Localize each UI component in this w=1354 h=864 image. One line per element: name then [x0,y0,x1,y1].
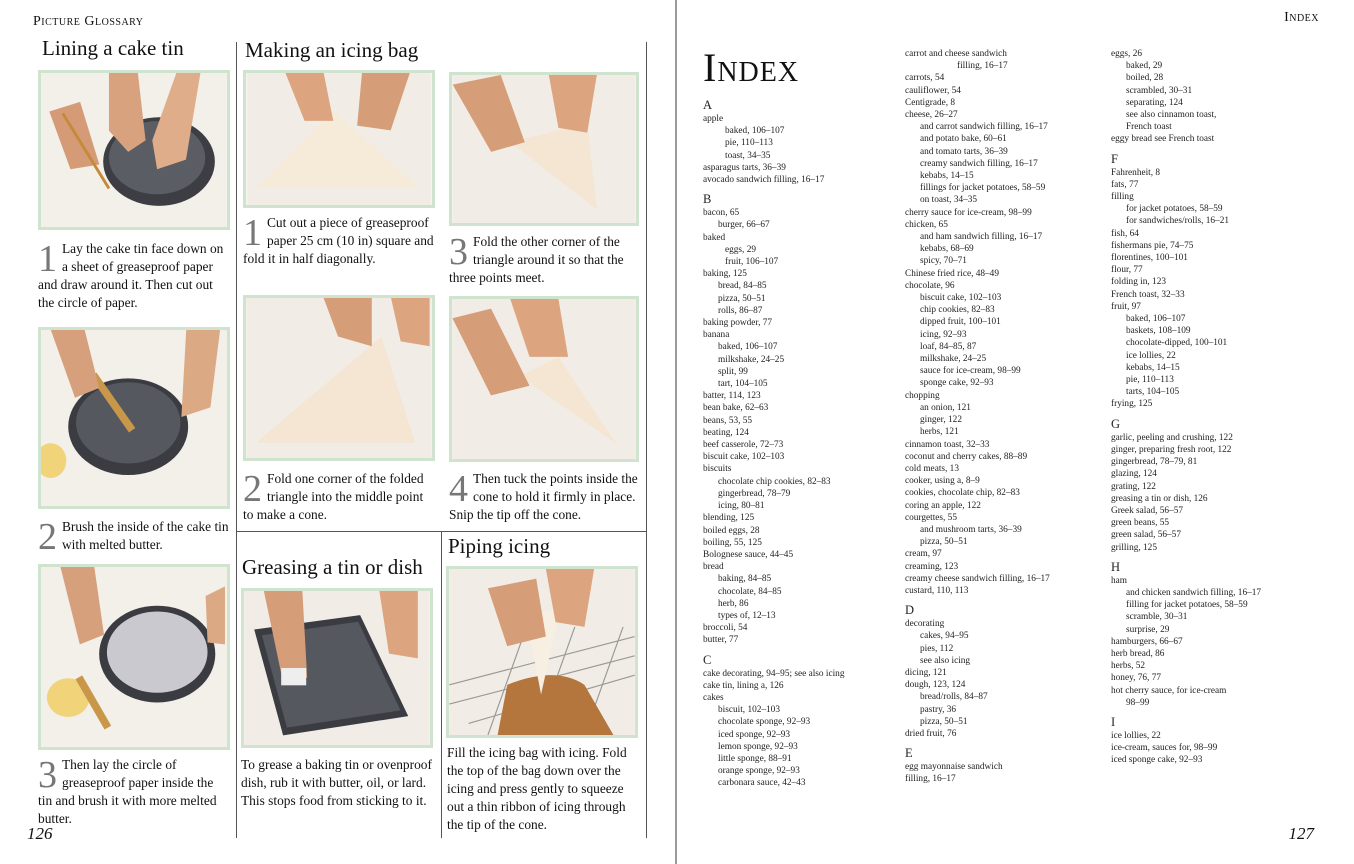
index-title: Index [703,45,800,90]
index-subentry: ice lollies, 22 [1126,350,1176,361]
index-subentry: baked, 106–107 [718,342,778,353]
index-entry: green salad, 56–57 [1111,530,1181,541]
photo-greasing-tin [241,588,433,748]
index-subentry: icing, 92–93 [920,329,967,340]
step-text: Fill the icing bag with icing. Fold the top of the bag down over the icing and press gently to squeeze out a thin ribbon of icing through the tip of the cone. [447,745,627,832]
index-subentry: and carrot sandwich filling, 16–17 [920,122,1048,133]
index-subentry: separating, 124 [1126,97,1183,108]
step-bag-1 [243,214,435,268]
index-entry: Bolognese sauce, 44–45 [703,549,794,560]
index-entry: creaming, 123 [905,561,959,572]
index-subentry: sponge cake, 92–93 [920,378,994,389]
index-subentry: cakes, 94–95 [920,631,969,642]
index-subentry: kebabs, 68–69 [920,244,974,255]
index-subentry: rolls, 86–87 [718,305,763,316]
step-text: Fold the other corner of the triangle around it so that the three points meet. [449,234,624,285]
section-title-lining: Lining a cake tin [42,36,184,60]
photo-fold-paper-illustration [246,73,432,205]
index-entry: batter, 114, 123 [703,391,761,402]
index-entry: Fahrenheit, 8 [1111,167,1161,178]
index-entry: fish, 64 [1111,228,1139,239]
photo-piping-icing [446,566,638,738]
index-subentry: chocolate, 84–85 [718,586,782,597]
index-entry: iced sponge cake, 92–93 [1111,755,1203,766]
index-subentry: chip cookies, 82–83 [920,305,995,316]
section-title-piping: Piping icing [448,534,551,558]
index-subentry: chocolate sponge, 92–93 [718,717,811,728]
index-entry: honey, 76, 77 [1111,673,1162,684]
index-letter-heading: I [1111,714,1116,729]
index-subentry: surprise, 29 [1126,624,1170,635]
photo-tin-on-paper-illustration [41,73,227,227]
page-number-left: 126 [27,824,53,843]
index-entry: banana [703,330,730,341]
step-number: 4 [449,468,468,510]
index-entry: dried fruit, 76 [905,728,957,739]
index-entry: fats, 77 [1111,179,1139,190]
index-entry: Greek salad, 56–57 [1111,505,1184,516]
index-entry: cakes [703,692,724,703]
index-subentry: and mushroom tarts, 36–39 [920,524,1022,535]
index-entry-continuation: filling, 16–17 [957,61,1008,72]
running-head-left: Picture Glossary [33,14,144,29]
index-subentry: icing, 80–81 [718,501,765,512]
index-subentry: biscuit cake, 102–103 [920,293,1002,304]
index-entry: French toast, 32–33 [1111,289,1185,300]
step-greasing [241,756,433,810]
index-entry: broccoli, 54 [703,623,748,634]
index-subentry: spicy, 70–71 [920,256,967,267]
index-letter-heading: E [905,746,913,761]
index-entry: fruit, 97 [1111,301,1141,312]
index-entry: cake tin, lining a, 126 [703,680,784,691]
photo-tuck-points [449,296,639,462]
index-entry: chocolate, 96 [905,280,955,291]
index-entry: chicken, 65 [905,219,948,230]
index-subentry: pie, 110–113 [1126,375,1174,386]
index-entry: bacon, 65 [703,208,740,219]
index-subentry: tart, 104–105 [718,379,768,390]
index-subentry: for jacket potatoes, 58–59 [1126,204,1223,215]
index-entry: bean bake, 62–63 [703,403,769,414]
index-subentry: lemon sponge, 92–93 [718,741,798,752]
index-subentry: eggs, 29 [725,244,756,255]
step-bag-2 [243,470,435,524]
left-page [0,0,675,864]
photo-fold-other-corner [449,72,639,226]
index-entry: chopping [905,390,940,401]
index-entry: coconut and cherry cakes, 88–89 [905,451,1028,462]
index-subentry: orange sponge, 92–93 [718,766,800,777]
index-entry: creamy cheese sandwich filling, 16–17 [905,573,1050,584]
index-subentry: split, 99 [718,366,748,377]
index-entry: filling [1111,192,1134,203]
index-entry: boiled eggs, 28 [703,525,760,536]
section-rule-vertical [441,531,442,838]
index-entry: cream, 97 [905,549,942,560]
running-head-right: Index [1284,10,1319,25]
step-bag-3 [449,233,641,287]
index-entry: carrots, 54 [905,73,945,84]
index-subentry: fillings for jacket potatoes, 58–59 [920,183,1046,194]
index-subentry: burger, 66–67 [718,220,770,231]
index-entry: ice lollies, 22 [1111,730,1161,741]
photo-piping-icing-illustration [449,569,635,735]
step-lining-3 [38,756,230,828]
right-page [677,0,1354,864]
photo-fold-corner-illustration [246,298,432,458]
index-letter-heading: G [1111,416,1121,431]
index-entry: greasing a tin or dish, 126 [1111,493,1208,504]
index-subentry: baked, 106–107 [725,126,785,137]
index-entry: filling, 16–17 [905,774,956,785]
index-subentry: chocolate chip cookies, 82–83 [718,476,831,487]
index-entry: beef casserole, 72–73 [703,440,784,451]
index-subentry: ginger, 122 [920,415,962,426]
index-subentry: tarts, 104–105 [1126,387,1180,398]
photo-tuck-points-illustration [452,299,636,459]
index-subentry: toast, 34–35 [725,150,771,161]
index-subentry: baking, 84–85 [718,574,772,585]
photo-fold-other-corner-illustration [452,75,636,223]
index-entry: beans, 53, 55 [703,415,753,426]
step-number: 1 [243,212,262,254]
index-subentry: pastry, 36 [920,704,957,715]
index-subentry: sauce for ice-cream, 98–99 [920,366,1021,377]
index-entry: baked [703,232,726,243]
step-number: 3 [449,231,468,273]
index-letter-heading: A [703,98,713,112]
index-entry: cooker, using a, 8–9 [905,476,980,487]
step-lining-2 [38,516,230,558]
index-subentry: and tomato tarts, 36–39 [920,146,1008,157]
step-text: Then tuck the points inside the cone to hold it firmly in place. Snip the tip off the cone. [449,471,638,522]
index-subentry: bread, 84–85 [718,281,767,292]
index-entry: ham [1111,575,1128,586]
section-title-icing-bag: Making an icing bag [245,38,419,62]
index-entry: dicing, 121 [905,667,947,678]
index-subentry: 98–99 [1126,697,1150,708]
index-entry: hamburgers, 66–67 [1111,636,1183,647]
index-entry: apple [703,114,724,124]
index-letter-heading: F [1111,151,1118,166]
step-number: 1 [38,238,57,280]
index-entry: boiling, 55, 125 [703,537,762,548]
index-entry: florentines, 100–101 [1111,253,1188,264]
index-entry: garlic, peeling and crushing, 122 [1111,432,1233,443]
index-subentry: pies, 112 [920,643,954,654]
index-entry: biscuit cake, 102–103 [703,452,785,463]
index-subentry: iced sponge, 92–93 [718,729,791,740]
index-subentry: chocolate-dipped, 100–101 [1126,338,1228,349]
index-entry: asparagus tarts, 36–39 [703,162,786,173]
index-subentry: an onion, 121 [920,402,971,413]
step-text: Then lay the circle of greaseproof paper inside the tin and brush it with more melted butter. [38,757,217,826]
index-subentry: boiled, 28 [1126,73,1164,84]
index-subentry: types of, 12–13 [718,610,776,621]
index-subentry: scrambled, 30–31 [1126,85,1193,96]
index-subentry: milkshake, 24–25 [920,354,987,365]
index-subentry: herb, 86 [718,598,749,609]
index-entry: folding in, 123 [1111,277,1167,288]
step-lining-1 [38,240,230,312]
index-entry: beating, 124 [703,427,749,438]
index-entry: ice-cream, sauces for, 98–99 [1111,743,1218,754]
index-subentry: scramble, 30–31 [1126,612,1188,623]
photo-paper-in-tin-illustration [41,567,227,747]
index-subentry: loaf, 84–85, 87 [920,341,977,352]
index-entry: cauliflower, 54 [905,85,961,96]
index-subentry: pizza, 50–51 [718,293,766,304]
index-subentry: bread/rolls, 84–87 [920,692,988,703]
index-subentry: milkshake, 24–25 [718,354,785,365]
step-text: Brush the inside of the cake tin with melted butter. [62,519,229,552]
index-subentry: herbs, 121 [920,427,959,438]
photo-fold-corner [243,295,435,461]
section-title-greasing: Greasing a tin or dish [242,555,423,579]
photo-brushing-tin-illustration [41,330,227,506]
index-subentry: see also cinnamon toast, [1126,110,1217,121]
index-entry: Chinese fried rice, 48–49 [905,268,999,279]
index-subentry: see also icing [920,655,971,666]
index-entry: coring an apple, 122 [905,500,981,511]
photo-brushing-tin [38,327,230,509]
index-entry: frying, 125 [1111,399,1153,410]
step-text: Fold one corner of the folded triangle into the middle point to make a cone. [243,471,424,522]
index-letter-heading: B [703,192,712,207]
index-column-3 [1111,48,1311,767]
index-entry: eggs, 26 [1111,49,1142,59]
page-number-right: 127 [1288,824,1314,843]
index-entry: egg mayonnaise sandwich [905,762,1003,773]
index-entry: green beans, 55 [1111,518,1170,529]
index-entry: cheese, 26–27 [905,110,958,121]
step-number: 3 [38,754,57,796]
index-entry: grilling, 125 [1111,542,1157,553]
index-subentry: kebabs, 14–15 [920,171,974,182]
index-entry: carrot and cheese sandwich [905,49,1007,59]
index-subentry: kebabs, 14–15 [1126,362,1180,373]
step-number: 2 [38,516,57,558]
index-entry: baking, 125 [703,269,747,280]
index-entry: Centigrade, 8 [905,97,956,108]
index-entry: cinnamon toast, 32–33 [905,439,990,450]
index-entry: fishermans pie, 74–75 [1111,240,1194,251]
index-subentry: on toast, 34–35 [920,195,978,206]
index-subentry: for sandwiches/rolls, 16–21 [1126,216,1230,227]
index-entry: avocado sandwich filling, 16–17 [703,175,825,186]
step-text: Lay the cake tin face down on a sheet of greaseproof paper and draw around it. Then cut out the circle of paper. [38,241,224,310]
index-entry: grating, 122 [1111,481,1156,492]
step-text: To grease a baking tin or ovenproof dish, rub it with butter, oil, or lard. This stops food from sticking to it. [241,757,432,808]
step-bag-4 [449,470,641,524]
index-subentry: and chicken sandwich filling, 16–17 [1126,587,1262,598]
index-entry: herbs, 52 [1111,661,1146,672]
index-subentry: pizza, 50–51 [920,716,968,727]
index-column-1 [703,92,898,790]
index-subentry: pie, 110–113 [725,138,773,149]
index-subentry: baked, 29 [1126,61,1163,72]
index-entry: flour, 77 [1111,265,1143,276]
index-entry: hot cherry sauce, for ice-cream [1111,685,1227,696]
index-subentry: carbonara sauce, 42–43 [718,778,806,789]
photo-tin-on-paper [38,70,230,230]
index-entry: biscuits [703,464,732,475]
index-subentry: French toast [1126,122,1172,133]
index-entry: decorating [905,619,945,630]
index-entry: courgettes, 55 [905,512,957,523]
step-piping [447,744,641,834]
step-number: 2 [243,468,262,510]
index-subentry: filling for jacket potatoes, 58–59 [1126,600,1248,611]
photo-paper-in-tin [38,564,230,750]
index-entry: glazing, 124 [1111,469,1157,480]
index-subentry: baskets, 108–109 [1126,326,1191,337]
index-subentry: baked, 106–107 [1126,314,1186,325]
index-entry: butter, 77 [703,635,739,646]
index-subentry: little sponge, 88–91 [718,753,792,764]
index-letter-heading: D [905,603,915,618]
index-subentry: pizza, 50–51 [920,537,968,548]
photo-fold-paper [243,70,435,208]
index-subentry: and ham sandwich filling, 16–17 [920,232,1043,243]
photo-greasing-tin-illustration [244,591,430,745]
index-entry: cold meats, 13 [905,463,959,474]
index-entry: cake decorating, 94–95; see also icing [703,668,845,679]
page-rule [646,42,647,838]
index-column-2 [905,48,1105,786]
step-text: Cut out a piece of greaseproof paper 25 cm (10 in) square and fold it in half diagonally. [243,215,434,266]
index-entry: bread [703,562,724,573]
index-entry: custard, 110, 113 [905,585,969,596]
column-rule [236,42,237,838]
index-subentry: dipped fruit, 100–101 [920,317,1001,328]
index-entry: blending, 125 [703,513,755,524]
index-subentry: biscuit, 102–103 [718,705,780,716]
index-subentry: gingerbread, 78–79 [718,488,791,499]
index-subentry: and potato bake, 60–61 [920,134,1007,145]
index-subentry: creamy sandwich filling, 16–17 [920,158,1038,169]
index-entry: baking powder, 77 [703,318,773,329]
index-subentry: fruit, 106–107 [725,257,779,268]
index-entry: eggy bread see French toast [1111,134,1215,145]
index-letter-heading: C [703,652,712,667]
index-entry: cherry sauce for ice-cream, 98–99 [905,207,1032,218]
index-entry: cookies, chocolate chip, 82–83 [905,488,1020,499]
index-entry: gingerbread, 78–79, 81 [1111,457,1198,468]
index-entry: dough, 123, 124 [905,680,966,691]
index-letter-heading: H [1111,559,1121,574]
index-entry: herb bread, 86 [1111,648,1165,659]
index-entry: ginger, preparing fresh root, 122 [1111,444,1232,455]
